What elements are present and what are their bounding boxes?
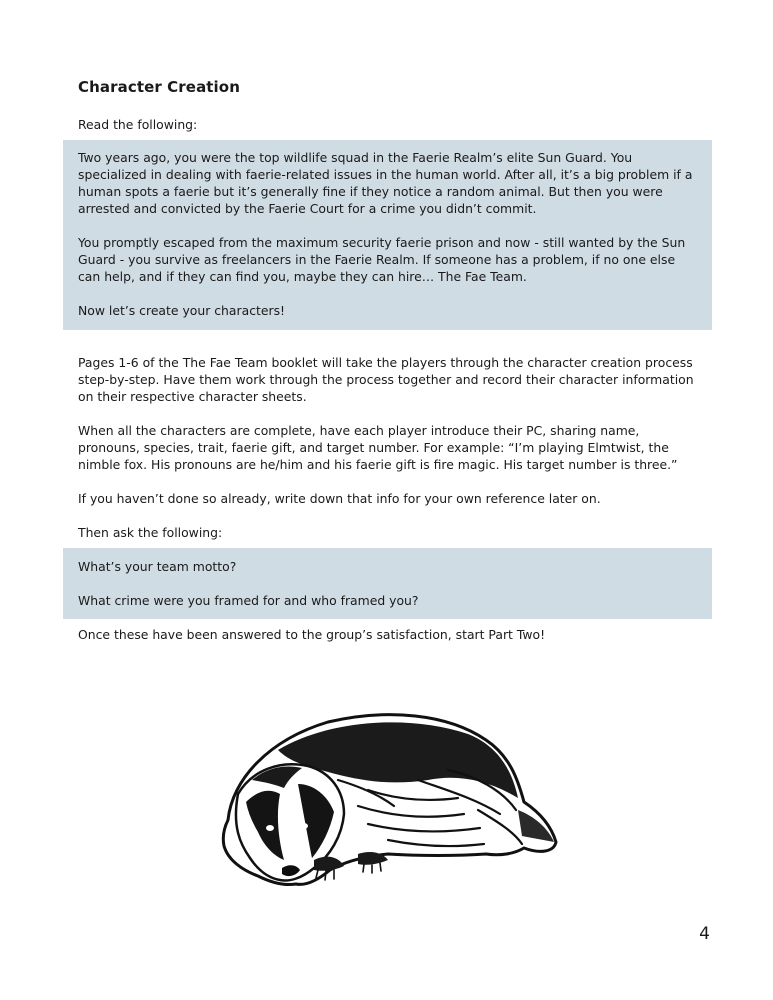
body-paragraph-1: Pages 1-6 of the The Fae Team booklet will take the players through the character creation process step-by-step. Have them work through the process together and record their character information on their respective character sheets. [78,355,694,404]
question-1: What’s your team motto? [78,559,237,574]
intro-text: Read the following: [78,117,198,132]
badger-illustration-icon [218,710,560,888]
body-paragraph-2: When all the characters are complete, have each player introduce their PC, sharing name, pronouns, species, trait, faerie gift, and target number. For example: “I’m playing Elmtwist, the nimble fox. His pronouns are he/him and his faerie gift is fire magic. His target number is three.” [78,423,678,472]
read-aloud-paragraph-1: Two years ago, you were the top wildlife squad in the Faerie Realm’s elite Sun Guard. You specialized in dealing with faerie-related issues in the human world. After all, it’s a big problem if a human spots a faerie but it’s generally fine if they notice a random animal. But then you were arrested and convicted by the Faerie Court for a crime you didn’t commit. [78,150,693,216]
read-aloud-paragraph-3: Now let’s create your characters! [78,303,286,318]
body-paragraph-4: Then ask the following: [78,525,223,540]
section-title: Character Creation [78,78,240,96]
questions-box [63,548,712,619]
read-aloud-paragraph-2: You promptly escaped from the maximum security faerie prison and now - still wanted by the Sun Guard - you survive as freelancers in the Faerie Realm. If someone has a problem, if no one else can help, and if they can find you, maybe they can hire… The Fae Team. [78,235,686,284]
page-number: 4 [699,924,710,944]
body-paragraph-3: If you haven’t done so already, write down that info for your own reference later on. [78,491,601,506]
read-aloud-box [63,140,712,330]
question-2: What crime were you framed for and who framed you? [78,593,419,608]
closing-text: Once these have been answered to the group’s satisfaction, start Part Two! [78,627,546,642]
